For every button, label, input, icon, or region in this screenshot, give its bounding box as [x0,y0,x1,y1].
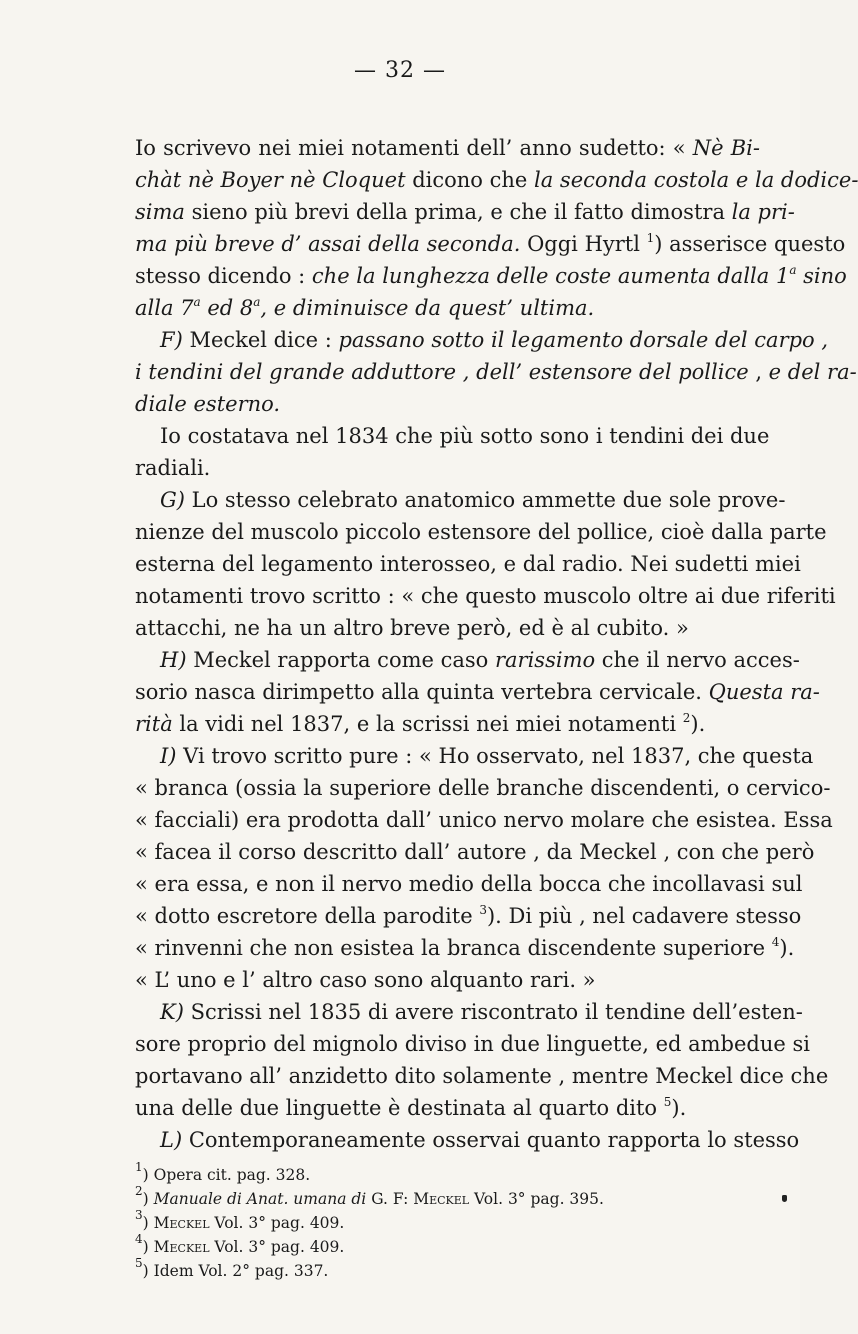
italic-text: , e diminuisce da quest’ ultima. [260,296,595,320]
italic-text: chàt nè Boyer nè Cloquet [135,168,406,192]
text-line [135,935,795,960]
superscript: 4 [771,935,780,949]
text-run: « L’ uno e l’ altro caso sono alquanto rari. » [135,968,596,992]
superscript: a [789,263,797,277]
italic-text: Questa ra- [708,680,820,704]
text-line [135,1032,810,1056]
text-run: Vi trovo scritto pure : « Ho osservato, nel 1837, che questa [176,744,814,768]
text-run: sorio nasca dirimpetto alla quinta vertebra cervicale. [135,680,709,704]
text-line [135,776,831,800]
text-run: Contemporaneamente osservai quanto rapporta lo stesso [182,1128,800,1152]
text-line [135,458,760,479]
text-run: ) Opera cit. pag. 328. [142,1166,311,1184]
text-line [160,488,786,512]
text-line [160,328,829,352]
text-run: esterna del legamento interosseo, e dal radio. Nei sudetti miei [135,552,801,576]
text-line [135,711,760,736]
italic-text: la pri- [731,200,795,224]
text-line [135,200,795,224]
italic-text: passano sotto il legamento dorsale del carpo , [338,328,829,352]
italic-text: Nè Bi- [692,136,760,160]
italic-text: rarissimo [494,648,596,672]
italic-text: diale esterno. [135,392,281,416]
text-run: notamenti trovo scritto : « che questo muscolo oltre ai due riferiti [135,584,836,608]
text-run: ) [142,1190,154,1208]
text-run: « dotto escretore della parodite [135,904,480,928]
text-run: Vol. 3° pag. 395. [469,1190,604,1208]
italic-text: i tendini del grande adduttore , dell’ estensore del pollice [135,360,749,384]
text-run: ). [671,1096,687,1120]
superscript: 3 [479,903,487,917]
text-line [135,970,760,991]
text-line [160,744,814,768]
text-line [135,808,833,832]
text-line [135,618,760,639]
italic-text: H) [160,648,187,672]
italic-text: G) [160,488,185,512]
text-run: dicono che [405,168,535,192]
text-run: una delle due linguette è destinata al quarto dito [135,1096,664,1120]
text-run: G. F: [366,1190,414,1208]
superscript: 2 [135,1184,143,1198]
text-line [160,424,770,448]
text-run: ). [779,936,795,960]
text-run: nienze del muscolo piccolo estensore del pollice, cioè dalla parte [135,520,827,544]
footnote [135,1232,760,1256]
superscript: 5 [135,1256,143,1270]
text-run: stesso dicendo : [135,264,312,288]
text-line [135,263,847,288]
italic-text: sino [796,264,847,288]
text-line [135,231,846,256]
superscript: a [193,295,201,309]
text-run: Vol. 3° pag. 409. [209,1214,345,1232]
text-line [135,520,827,544]
text-run: la vidi nel 1837, e la scrissi nei miei notamenti [172,712,683,736]
superscript: a [253,295,261,309]
italic-text: sima [135,200,185,224]
text-run: « branca (ossia la superiore delle branche discendenti, o cervico- [135,776,831,800]
text-line [135,295,760,320]
footnote [135,1184,760,1208]
italic-text: K) [160,1000,184,1024]
text-line [135,360,857,384]
text-run: ) [142,1238,154,1256]
superscript: 4 [135,1232,143,1246]
italic-text: I) [160,744,177,768]
superscript: 3 [135,1208,143,1222]
text-line [135,552,801,576]
text-line [135,1095,760,1120]
text-line [135,138,760,159]
text-line [135,1064,829,1088]
text-run: sore proprio del mignolo diviso in due linguette, ed ambedue si [135,1032,810,1056]
page-number: — 32 — [354,58,446,83]
text-run: , [748,360,769,384]
text-line [135,872,803,896]
text-run: portavano all’ anzidetto dito solamente , mentre Meckel dice che [135,1064,829,1088]
footnote [135,1256,760,1280]
text-run: ). Di più , nel cadavere stesso [486,904,802,928]
text-line [160,1128,800,1152]
text-run: « facea il corso descritto dall’ autore , da Meckel , con che però [135,840,815,864]
text-line [135,680,820,704]
italic-text: alla 7 [135,296,194,320]
footnote [135,1160,760,1184]
small-caps-text: Meckel [153,1238,210,1256]
small-caps-text: Meckel [413,1190,470,1208]
text-run: Io costatava nel 1834 che più sotto sono i tendini dei due [160,424,770,448]
text-run: radiali. [135,456,211,480]
text-run: « facciali) era prodotta dall’ unico nervo molare che esistea. Essa [135,808,833,832]
footnote [135,1208,760,1232]
text-run: ) asserisce questo [654,232,846,256]
text-run: sieno più brevi della prima, e che il fatto dimostra [184,200,732,224]
text-run: ) Idem Vol. 2° pag. 337. [142,1262,329,1280]
superscript: 1 [135,1160,143,1174]
italic-text: rità [135,712,173,736]
text-run: Meckel rapporta come caso [186,648,495,672]
text-line [160,1000,803,1024]
ink-spot [782,1195,787,1202]
text-run: « era essa, e non il nervo medio della bocca che incollavasi sul [135,872,803,896]
small-caps-text: Meckel [153,1214,210,1232]
italic-text: L) [160,1128,183,1152]
superscript: 2 [682,711,691,725]
italic-text: e del ra- [768,360,857,384]
text-line [135,394,760,415]
text-run: ). [690,712,706,736]
italic-text: ma più breve d’ assai della seconda. [135,232,521,256]
text-run: « rinvenni che non esistea la branca discendente superiore [135,936,772,960]
text-line [135,584,836,608]
italic-text: Manuale di Anat. umana di [153,1190,367,1208]
superscript: 5 [663,1095,672,1109]
text-run: Scrissi nel 1835 di avere riscontrato il tendine dell’esten- [183,1000,803,1024]
text-line [135,903,802,928]
text-run: Lo stesso celebrato anatomico ammette due sole prove- [184,488,786,512]
italic-text: che la lunghezza delle coste aumenta dalla 1 [311,264,790,288]
text-line [135,168,858,192]
text-run: attacchi, ne ha un altro breve però, ed è al cubito. » [135,616,689,640]
italic-text: la seconda costola e la dodice- [534,168,858,192]
text-run: Vol. 3° pag. 409. [209,1238,345,1256]
italic-text: F) [160,328,183,352]
text-run: ) [142,1214,154,1232]
text-run: che il nervo acces- [595,648,800,672]
text-line [160,648,800,672]
text-line [135,840,815,864]
text-run: Io scrivevo nei miei notamenti dell’ anno sudetto: « [135,136,693,160]
italic-text: ed 8 [200,296,254,320]
superscript: 1 [646,231,655,245]
text-run: Meckel dice : [182,328,339,352]
text-run: Oggi Hyrtl [520,232,647,256]
